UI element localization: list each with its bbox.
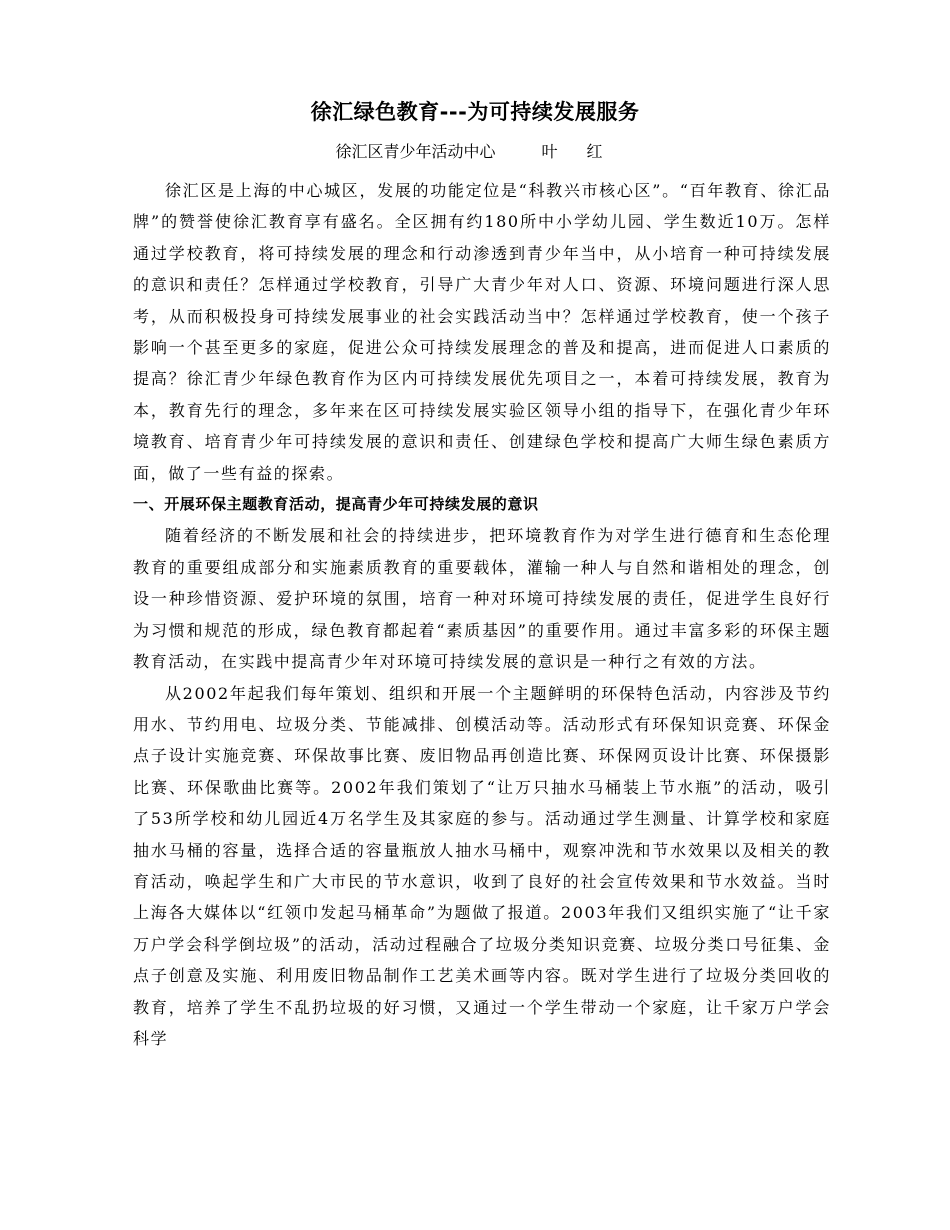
section-paragraph: 从2002年起我们每年策划、组织和开展一个主题鲜明的环保特色活动，内容涉及节约用水、节约用电、垃圾分类、节能减排、创模活动等。活动形式有环保知识竞赛、环保金点子设计实施竞赛、环保故事比赛、废旧物品再创造比赛、环保网页设计比赛、环保摄影比赛、环保歌曲比赛等。2002年我们策划了“让万只抽水马桶装上节水瓶”的活动，吸引了53所学校和幼儿园近4万名学生及其家庭的参与。活动通过学生测量、计算学校和家庭抽水马桶的容量，选择合适的容量瓶放人抽水马桶中，观察冲洗和节水效果以及相关的教育活动，唤起学生和广大市民的节水意识，收到了良好的社会宣传效果和节水效益。当时上海各大媒体以“红领巾发起马桶革命”为题做了报道。2003年我们又组织实施了“让千家万户学会科学倒垃圾”的活动，活动过程融合了垃圾分类知识竞赛、垃圾分类口号征集、金点子创意及实施、利用废旧物品制作工艺美术画等内容。既对学生进行了垃圾分类回收的教育，培养了学生不乱扔垃圾的好习惯，又通过一个学生带动一个家庭，让千家万户学会科学 xyxy=(133,683,831,1048)
author-name: 叶 红 xyxy=(541,142,615,161)
byline xyxy=(0,140,950,164)
author-organization: 徐汇区青少年活动中心 xyxy=(335,142,496,161)
document-title: 徐汇绿色教育---为可持续发展服务 xyxy=(310,100,640,124)
document-body xyxy=(133,175,831,1054)
section-heading: 一、开展环保主题教育活动，提高青少年可持续发展的意识 xyxy=(133,495,539,514)
section-paragraph: 随着经济的不断发展和社会的持续进步，把环境教育作为对学生进行德育和生态伦理教育的重要组成部分和实施素质教育的重要载体，灌输一种人与自然和谐相处的理念，创设一种珍惜资源、爱护环境的氛围，培育一种对环境可持续发展的责任，促进学生良好行为习惯和规范的形成，绿色教育都起着“素质基因”的重要作用。通过丰富多彩的环保主题教育活动，在实践中提高青少年对环境可持续发展的意识是一种行之有效的方法。 xyxy=(133,526,831,672)
intro-paragraph: 徐汇区是上海的中心城区，发展的功能定位是“科教兴市核心区”。“百年教育、徐汇品牌”的赞誉使徐汇教育享有盛名。全区拥有约180所中小学幼儿园、学生数近10万。怎样通过学校教育，将可持续发展的理念和行动渗透到青少年当中，从小培育一种可持续发展的意识和责任？怎样通过学校教育，引导广大青少年对人口、资源、环境问题进行深人思考，从而积极投身可持续发展事业的社会实践活动当中？怎样通过学校教育，使一个孩子影响一个甚至更多的家庭，促进公众可持续发展理念的普及和提高，进而促进人口素质的提高？徐汇青少年绿色教育作为区内可持续发展优先项目之一，本着可持续发展，教育为本，教育先行的理念，多年来在区可持续发展实验区领导小组的指导下，在强化青少年环境教育、培育青少年可持续发展的意识和责任、创建绿色学校和提高广大师生绿色素质方面，做了一些有益的探索。 xyxy=(133,181,831,483)
